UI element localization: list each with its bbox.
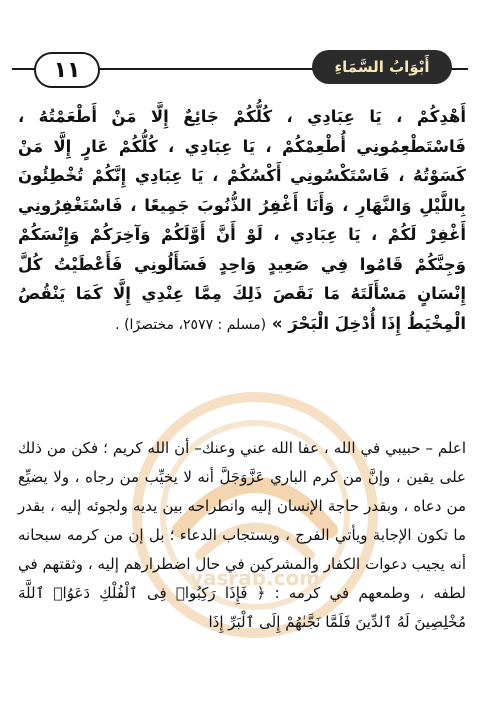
hadith-body: أَهْدِكُمْ ، يَا عِبَادِي ، كُلُّكُمْ جَائِعٌ إِلَّا مَنْ أَطْعَمْتُهُ ، فَاسْتَطْعِمُونِي أُطْعِمْكُمْ ، يَا عِبَادِي ، كُلُّكُمْ عَارٍ إِلَّا مَنْ كَسَوْتُهُ ، فَاسْتَكْسُونِي أَكْسُكُمْ ، يَا عِبَادِي إِنَّكُمْ تُخْطِئُونَ بِاللَّيْلِ وَالنَّهَارِ ، وَأَنَا أَغْفِرُ الذُّنُوبَ جَمِيعًا ، فَاسْتَغْفِرُونِي أَغْفِرْ لَكُمْ ، يَا عِبَادِي ، لَوْ أَنَّ أَوَّلَكُمْ وَآخِرَكُمْ وَإِنْسَكُمْ وَجِنَّكُمْ قَامُوا فِي صَعِيدٍ وَاحِدٍ فَسَأَلُونِي فَأَعْطَيْتُ كُلَّ إِنْسَانٍ مَسْأَلَتَهُ مَا نَقَصَ ذَلِكَ مِمَّا عِنْدِي إِلَّا كَمَا يَنْقُصُ الْمِخْيَطُ إِذَا أُدْخِلَ الْبَحْرَ » bbox=[18, 107, 466, 333]
book-title: أَبْوَابُ السَّمَاءِ bbox=[334, 58, 430, 76]
commentary-paragraph: اعلم – حبيبي في الله ، عفا الله عني وعنك– أن الله كريم ؛ فكن من ذلك على يقين ، وإنَّ من كرم الباري عَزَّوَجَلَّ أنه لا يخيِّب من رجاه ، ولا يضيِّع من دعاه ، وبقدر حاجة الإنسان إليه وانطراحه بين يديه ولجوئه إليه ، بقدر ما تكون الإجابة ويأتي الفرج ، ويستجاب الدعاء ؛ بل إن من كرمه سبحانه أنه يجيب دعوات الكفار والمشركين في حال اضطرارهم إليه ، وثقتهم في لطفه ، وطمعهم في كرمه : ﴿ فَإِذَا رَكِبُوا۟ فِى ٱلْفُلْكِ دَعَوُا۟ ٱللَّهَ مُخْلِصِينَ لَهُ ٱلدِّينَ فَلَمَّا نَجَّىٰهُمْ إِلَى ٱلْبَرِّ إِذَا bbox=[18, 439, 466, 631]
page-header bbox=[12, 50, 468, 88]
hadith-reference: (مسلم : ٢٥٧٧، مختصرًا) . bbox=[115, 316, 267, 333]
watermark-site: yasrab.com bbox=[189, 566, 321, 590]
hadith-text bbox=[18, 102, 466, 340]
book-title-badge bbox=[312, 50, 452, 84]
page-number: ١١ bbox=[34, 52, 100, 88]
